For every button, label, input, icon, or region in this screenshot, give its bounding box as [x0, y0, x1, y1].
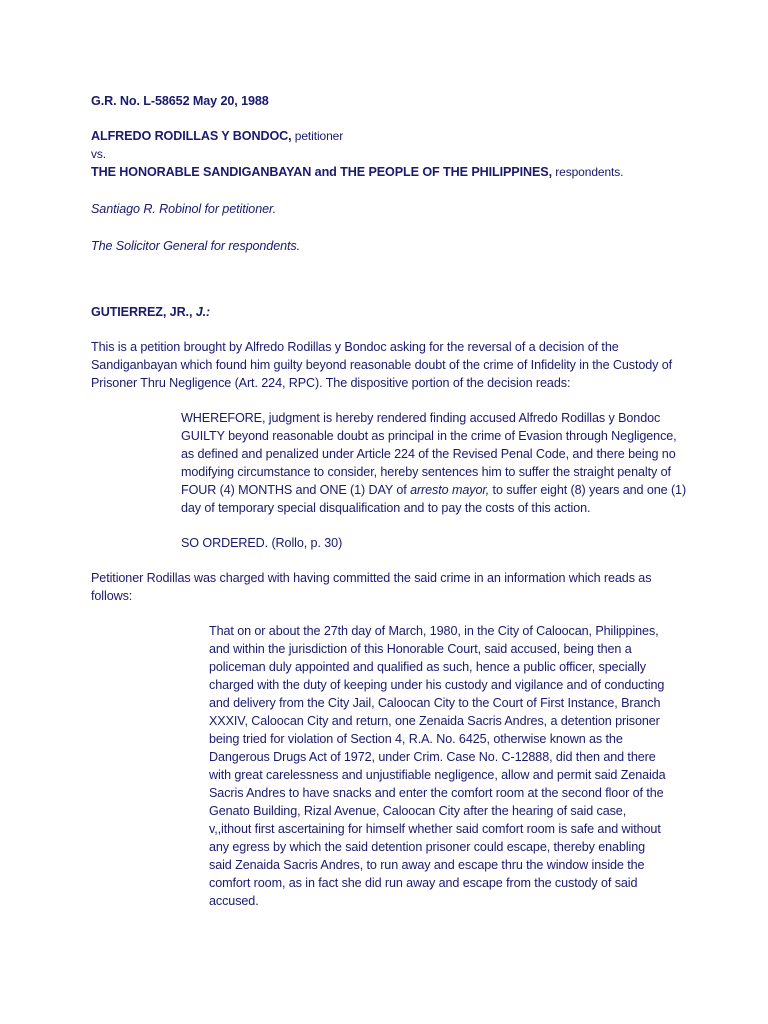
document-page: [91, 92, 691, 910]
dispositive-text-2: to suffer eight (8) years and one (1) day of temporary special disqualification and to pay the costs of this action.: [181, 483, 687, 515]
dispositive-italic: arresto mayor,: [410, 483, 490, 497]
information-quote: That on or about the 27th day of March, 1980, in the City of Caloocan, Philippines, and within the jurisdiction of this Honorable Court, said accused, being then a policeman duly appointed and qualified as such, hence a public officer, specially charged with the duty of keeping under his custody and vigilance and of conducting and delivery from the City Jail, Caloocan City to the Court of First Instance, Branch XXXIV, Caloocan City and return, one Zenaida Sacris Andres, a detention prisoner being tried for violation of Section 4, R.A. No. 6425, otherwise known as the Dangerous Drugs Act of 1972, under Crim. Case No. C-12888, did then and there with great carelessness and unjustifiable negligence, allow and permit said Zenaida Sacris Andres to have snacks and enter the comfort room at the second floor of the Genato Building, Rizal Avenue, Caloocan City after the hearing of said case, v,,ithout first ascertaining for himself whether said comfort room is safe and without any egress by which the said detention prisoner could escape, thereby enabling said Zenaida Sacris Andres, to run away and escape thru the window inside the comfort room, as in fact she did run away and escape from the custody of said accused.: [209, 624, 666, 908]
ponente-title: J.:: [192, 305, 211, 319]
charge-intro-paragraph: Petitioner Rodillas was charged with having committed the said crime in an information which reads as follows:: [91, 571, 652, 603]
counsel-petitioner: Santiago R. Robinol for petitioner.: [91, 202, 277, 216]
counsel-respondents: The Solicitor General for respondents.: [91, 239, 301, 253]
ponente-name: GUTIERREZ, JR.,: [91, 305, 193, 319]
petitioner-role: petitioner: [291, 129, 344, 143]
dispositive-text-1: WHEREFORE, judgment is hereby rendered finding accused Alfredo Rodillas y Bondoc GUILTY beyond reasonable doubt as principal in the crime of Evasion through Negligence, as defined and penalized under Article 224 of the Revised Penal Code, and there being no modifying circumstance to consider, hereby sentences him to suffer the straight penalty of FOUR (4) MONTHS and ONE (1) DAY of: [181, 411, 677, 497]
petitioner-line: [91, 127, 691, 145]
respondent-line: [91, 163, 691, 181]
ponente: [91, 303, 691, 321]
case-number-date: G.R. No. L-58652 May 20, 1988: [91, 94, 269, 108]
petitioner-name: ALFREDO RODILLAS Y BONDOC,: [91, 129, 292, 143]
so-ordered: SO ORDERED. (Rollo, p. 30): [181, 536, 343, 550]
respondent-name: THE HONORABLE SANDIGANBAYAN and THE PEOPLE OF THE PHILIPPINES,: [91, 165, 552, 179]
respondent-role: respondents.: [552, 165, 624, 179]
versus: vs.: [91, 147, 107, 161]
dispositive-quote: [181, 409, 691, 517]
intro-paragraph: This is a petition brought by Alfredo Rodillas y Bondoc asking for the reversal of a decision of the Sandiganbayan which found him guilty beyond reasonable doubt of the crime of Infidelity in the Custody of Prisoner Thru Negligence (Art. 224, RPC). The dispositive portion of the decision reads:: [91, 340, 673, 390]
